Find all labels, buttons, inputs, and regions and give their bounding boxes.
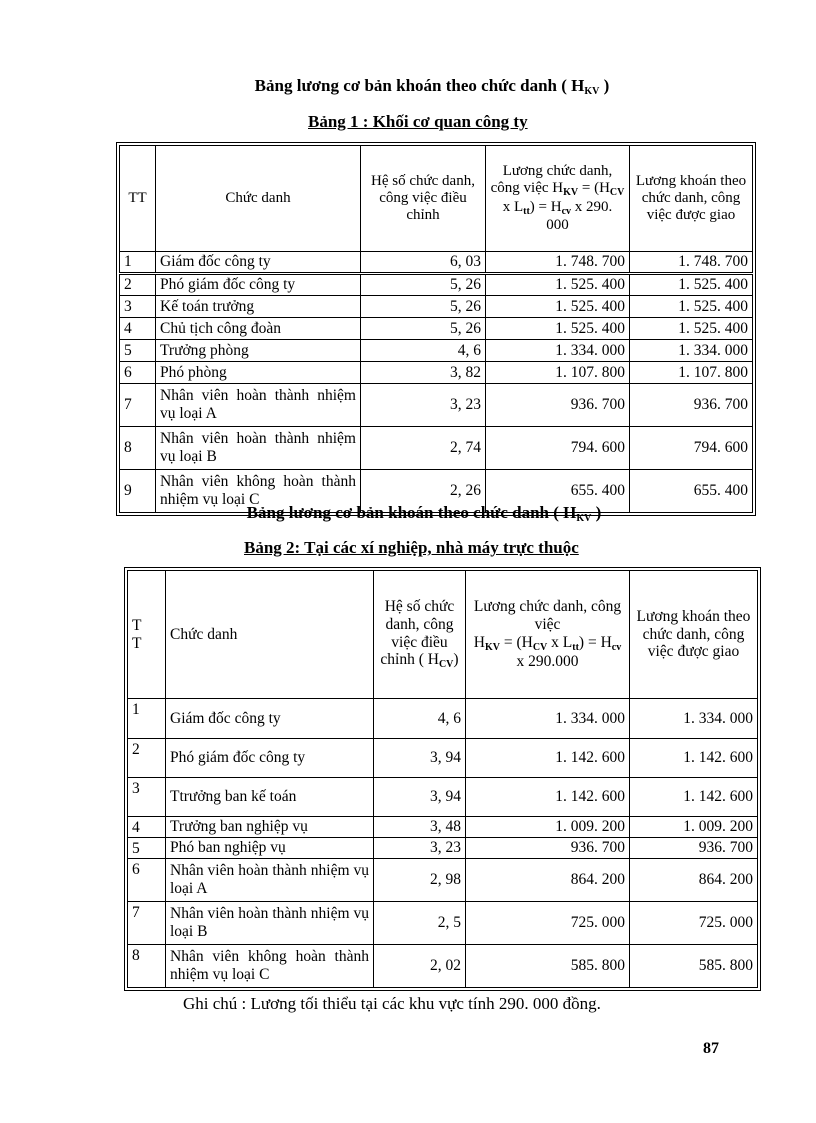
- table2-row-number: 2: [128, 739, 166, 778]
- table2-row-number: 4: [128, 817, 166, 838]
- table2-fixed-salary: 864. 200: [630, 859, 758, 902]
- table1: [119, 145, 753, 513]
- table2-header-fixed: Lương khoán theo chức danh, công việc được giao: [630, 571, 758, 699]
- table2-job-title: Nhân viên không hoàn thành nhiệm vụ loại C: [166, 945, 374, 988]
- table2-row-number: 6: [128, 859, 166, 902]
- table2-fixed-salary: 936. 700: [630, 838, 758, 859]
- table1-base-salary: 1. 525. 400: [486, 318, 630, 340]
- table2-header-salary: Lương chức danh, công việc $H_{KV} = (H_{CV}$ x $L_{tt}) = H_{cv}$ x 290.000: [466, 571, 630, 699]
- table2-title: Bảng lương cơ bản khoán theo chức danh ( $H_{KV}$ ): [246, 503, 602, 524]
- table2-coefficient: 3, 48: [374, 817, 466, 838]
- table2-job-title: Ttrưởng ban kế toán: [166, 778, 374, 817]
- table1-subtitle: Bảng 1 : Khối cơ quan công ty: [308, 112, 528, 131]
- table1-row: [120, 296, 753, 318]
- table1-row: [120, 362, 753, 384]
- table2-header-coef: Hệ số chức danh, công việc điều chỉnh ( $H_{CV}$): [374, 571, 466, 699]
- table2-fixed-salary: 585. 800: [630, 945, 758, 988]
- table2-base-salary: 1. 142. 600: [466, 739, 630, 778]
- table1-coefficient: 6, 03: [361, 252, 486, 274]
- table1-row: [120, 427, 753, 470]
- table1-base-salary: 655. 400: [486, 470, 630, 513]
- table1-job-title: Giám đốc công ty: [156, 252, 361, 274]
- table1-coefficient: 2, 26: [361, 470, 486, 513]
- table1-job-title: Phó giám đốc công ty: [156, 274, 361, 296]
- table2-coefficient: 2, 5: [374, 902, 466, 945]
- table1-coefficient: 5, 26: [361, 274, 486, 296]
- table2-subtitle: Bảng 2: Tại các xí nghiệp, nhà máy trực thuộc: [244, 538, 579, 557]
- table1-base-salary: 1. 525. 400: [486, 296, 630, 318]
- table2-row: [128, 902, 758, 945]
- table1-base-salary: 1. 107. 800: [486, 362, 630, 384]
- table1-base-salary: 794. 600: [486, 427, 630, 470]
- table2-coefficient: 3, 23: [374, 838, 466, 859]
- page-number: 87: [703, 1040, 719, 1057]
- table1-job-title: Trưởng phòng: [156, 340, 361, 362]
- table1-fixed-salary: 1. 334. 000: [630, 340, 753, 362]
- table1-header-name: Chức danh: [156, 146, 361, 252]
- table1-base-salary: 1. 525. 400: [486, 274, 630, 296]
- table2-fixed-salary: 1. 142. 600: [630, 778, 758, 817]
- table1-row-number: 7: [120, 384, 156, 427]
- table2-coefficient: 2, 98: [374, 859, 466, 902]
- table2-row: [128, 778, 758, 817]
- table2-job-title: Phó giám đốc công ty: [166, 739, 374, 778]
- table1-coefficient: 2, 74: [361, 427, 486, 470]
- table2-fixed-salary: 1. 334. 000: [630, 699, 758, 739]
- table1-row-number: 6: [120, 362, 156, 384]
- table2-base-salary: 1. 142. 600: [466, 778, 630, 817]
- table2-row: [128, 838, 758, 859]
- table2-header-row: [128, 571, 758, 699]
- table1-header-row: [120, 146, 753, 252]
- table1-row-number: 4: [120, 318, 156, 340]
- table2-row: [128, 817, 758, 838]
- table1-coefficient: 3, 82: [361, 362, 486, 384]
- table1-coefficient: 5, 26: [361, 296, 486, 318]
- table2-coefficient: 4, 6: [374, 699, 466, 739]
- table1-row: [120, 384, 753, 427]
- table2-fixed-salary: 725. 000: [630, 902, 758, 945]
- table1-job-title: Chủ tịch công đoàn: [156, 318, 361, 340]
- table2-row: [128, 699, 758, 739]
- footnote: Ghi chú : Lương tối thiểu tại các khu vực tính 290. 000 đồng.: [183, 994, 601, 1013]
- table1-coefficient: 3, 23: [361, 384, 486, 427]
- table2-row-number: 1: [128, 699, 166, 739]
- table2-job-title: Phó ban nghiệp vụ: [166, 838, 374, 859]
- table2-base-salary: 936. 700: [466, 838, 630, 859]
- table1-job-title: Kế toán trưởng: [156, 296, 361, 318]
- table2-row-number: 8: [128, 945, 166, 988]
- table1-job-title: Nhân viên hoàn thành nhiệm vụ loại A: [156, 384, 361, 427]
- table1-fixed-salary: 1. 748. 700: [630, 252, 753, 274]
- table1-fixed-salary: 1. 525. 400: [630, 296, 753, 318]
- table1-header-tt: TT: [120, 146, 156, 252]
- table2-row-number: 5: [128, 838, 166, 859]
- table1-base-salary: 936. 700: [486, 384, 630, 427]
- table2-coefficient: 2, 02: [374, 945, 466, 988]
- table2-base-salary: 1. 334. 000: [466, 699, 630, 739]
- table2-row-number: 7: [128, 902, 166, 945]
- table1-row-number: 2: [120, 274, 156, 296]
- table1-base-salary: 1. 334. 000: [486, 340, 630, 362]
- table1-row-number: 1: [120, 252, 156, 274]
- table2-header-name: Chức danh: [166, 571, 374, 699]
- table1-title: Bảng lương cơ bản khoán theo chức danh ( $H_{KV}$ ): [254, 76, 610, 97]
- table2-coefficient: 3, 94: [374, 739, 466, 778]
- table1-job-title: Phó phòng: [156, 362, 361, 384]
- table2-coefficient: 3, 94: [374, 778, 466, 817]
- table1-coefficient: 4, 6: [361, 340, 486, 362]
- table1-fixed-salary: 655. 400: [630, 470, 753, 513]
- table2: [127, 570, 758, 988]
- table1-row-number: 5: [120, 340, 156, 362]
- table2-job-title: Nhân viên hoàn thành nhiệm vụ loại B: [166, 902, 374, 945]
- table2-base-salary: 1. 009. 200: [466, 817, 630, 838]
- table2-header-tt: T T: [128, 571, 166, 699]
- table2-row-number: 3: [128, 778, 166, 817]
- table1-row: [120, 318, 753, 340]
- table2-fixed-salary: 1. 009. 200: [630, 817, 758, 838]
- table1-row: [120, 274, 753, 296]
- table1-row-number: 8: [120, 427, 156, 470]
- table1-base-salary: 1. 748. 700: [486, 252, 630, 274]
- table1-job-title: Nhân viên không hoàn thành nhiệm vụ loại C: [156, 470, 361, 513]
- table1-job-title: Nhân viên hoàn thành nhiệm vụ loại B: [156, 427, 361, 470]
- table2-base-salary: 725. 000: [466, 902, 630, 945]
- table1-fixed-salary: 794. 600: [630, 427, 753, 470]
- table1-fixed-salary: 1. 107. 800: [630, 362, 753, 384]
- table1-coefficient: 5, 26: [361, 318, 486, 340]
- table2-fixed-salary: 1. 142. 600: [630, 739, 758, 778]
- table1-header-salary: Lương chức danh, công việc $H_{KV} = (H_{CV}$ x $L_{tt}) = H_{cv}$ x 290. 000: [486, 146, 630, 252]
- table1-fixed-salary: 936. 700: [630, 384, 753, 427]
- table2-job-title: Trưởng ban nghiệp vụ: [166, 817, 374, 838]
- table1-fixed-salary: 1. 525. 400: [630, 274, 753, 296]
- table2-row: [128, 739, 758, 778]
- table2-row: [128, 945, 758, 988]
- table2-base-salary: 864. 200: [466, 859, 630, 902]
- table2-base-salary: 585. 800: [466, 945, 630, 988]
- table1-row: [120, 252, 753, 274]
- table2-job-title: Giám đốc công ty: [166, 699, 374, 739]
- table1-header-coef: Hệ số chức danh, công việc điều chỉnh: [361, 146, 486, 252]
- table2-job-title: Nhân viên hoàn thành nhiệm vụ loại A: [166, 859, 374, 902]
- table1-row: [120, 340, 753, 362]
- table1-header-fixed: Lương khoán theo chức danh, công việc được giao: [630, 146, 753, 252]
- table2-row: [128, 859, 758, 902]
- table1-row-number: 3: [120, 296, 156, 318]
- table1-fixed-salary: 1. 525. 400: [630, 318, 753, 340]
- table1-row-number: 9: [120, 470, 156, 513]
